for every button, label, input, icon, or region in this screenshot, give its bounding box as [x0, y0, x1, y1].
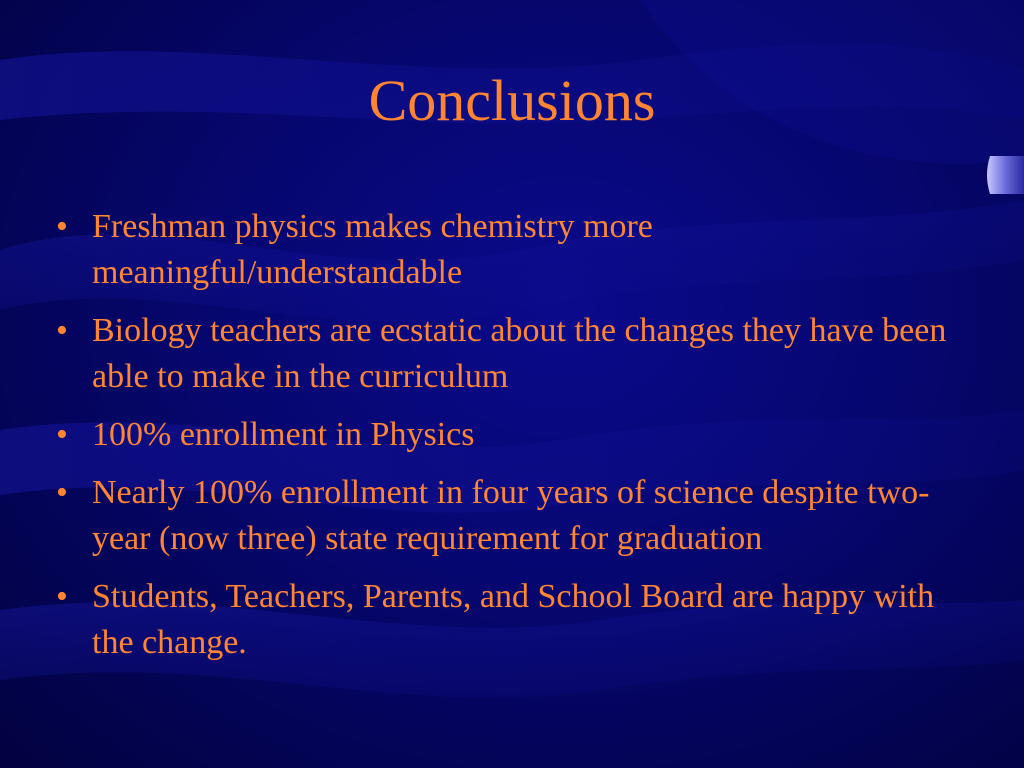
side-tab-decoration	[984, 156, 1024, 194]
bullet-marker: •	[56, 312, 68, 349]
bullet-item	[52, 470, 972, 562]
bullet-marker: •	[56, 416, 68, 453]
bullet-text: 100% enrollment in Physics	[92, 416, 475, 453]
bullet-text: Freshman physics makes chemistry more meaningful/understandable	[92, 208, 653, 291]
bullet-text: Biology teachers are ecstatic about the changes they have been able to make in the curriculum	[92, 312, 947, 395]
bullet-marker: •	[56, 208, 68, 245]
bullet-marker: •	[56, 578, 68, 615]
bullet-marker: •	[56, 474, 68, 511]
bullet-list	[52, 204, 972, 678]
bullet-item	[52, 574, 972, 666]
bullet-item	[52, 412, 972, 458]
bullet-text: Students, Teachers, Parents, and School Board are happy with the change.	[92, 578, 935, 661]
slide-title: Conclusions	[368, 68, 656, 133]
bullet-item	[52, 308, 972, 400]
bullet-text: Nearly 100% enrollment in four years of science despite two-year (now three) state requirement for graduation	[92, 474, 930, 557]
bullet-item	[52, 204, 972, 296]
